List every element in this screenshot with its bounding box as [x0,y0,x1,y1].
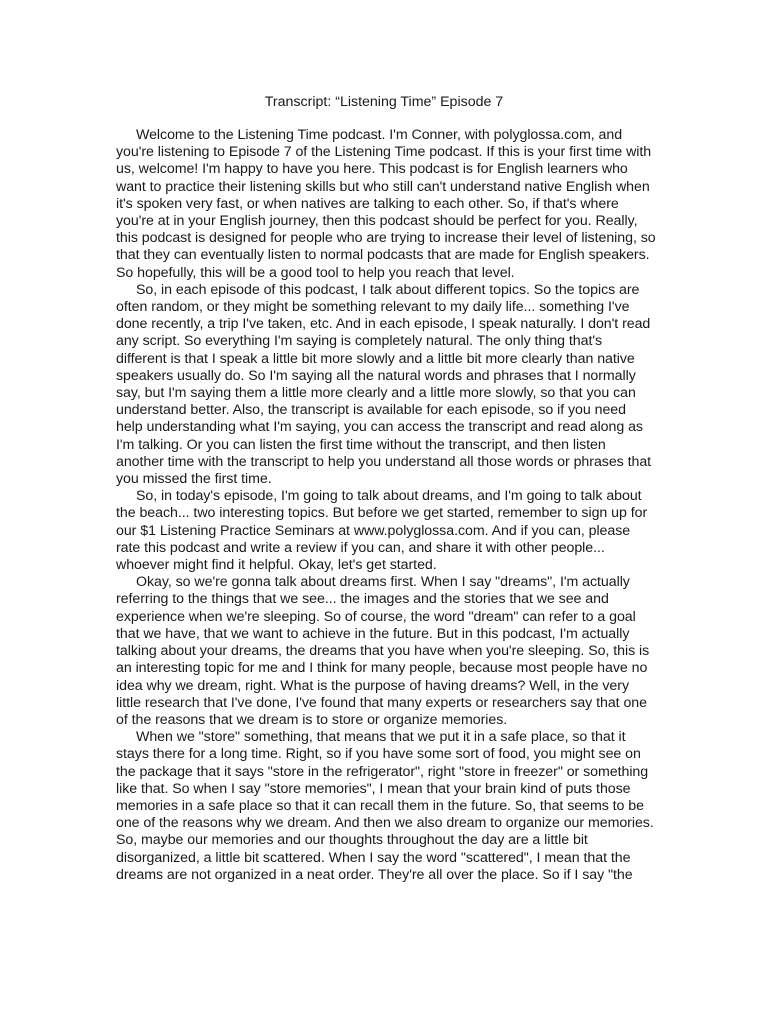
paragraph-1: Welcome to the Listening Time podcast. I'm Conner, with polyglossa.com, and you're listening to Episode 7 of the Listening Time podcast. If this is your first time with us, welcome! I'm happy to have you here. This podcast is for English learners who want to practice their listening skills but who still can't understand native English when it's spoken very fast, or when natives are talking to each other. So, if that's where you're at in your English journey, then this podcast should be perfect for you. Really, this podcast is designed for people who are trying to increase their level of listening, so that they can eventually listen to normal podcasts that are made for English speakers. So hopefully, this will be a good tool to help you reach that level. [116,127,656,281]
paragraph-4: Okay, so we're gonna talk about dreams first. When I say "dreams", I'm actually referring to the things that we see... the images and the stories that we see and experience when we're sleeping. So of course, the word "dream" can refer to a goal that we have, that we want to achieve in the future. But in this podcast, I'm actually talking about your dreams, the dreams that you have when you're sleeping. So, this is an interesting topic for me and I think for many people, because most people have no idea why we dream, right. What is the purpose of having dreams? Well, in the very little research that I've done, I've found that many experts or researchers say that one of the reasons that we dream is to store or organize memories. [116,574,650,728]
paragraph-2: So, in each episode of this podcast, I talk about different topics. So the topics are often random, or they might be something relevant to my daily life... something I've done recently, a trip I've taken, etc. And in each episode, I speak naturally. I don't read any script. So everything I'm saying is completely natural. The only thing that's different is that I speak a little bit more slowly and a little bit more clearly than native speakers usually do. So I'm saying all the natural words and phrases that I normally say, but I'm saying them a little more clearly and a little more slowly, so that you can understand better. Also, the transcript is available for each episode, so if you need help understanding what I'm saying, you can access the transcript and read along as I'm talking. Or you can listen the first time without the transcript, and then listen another time with the transcript to help you understand all those words or phrases that you missed the first time. [116,281,652,488]
paragraph-3: So, in today's episode, I'm going to talk about dreams, and I'm going to talk about the beach... two interesting topics. But before we get started, remember to sign up for our $1 Listening Practice Seminars at www.polyglossa.com. And if you can, please rate this podcast and write a review if you can, and share it with other people... whoever might find it helpful. Okay, let's get started. [116,488,648,574]
transcript-body [116,127,656,884]
document-title: Transcript: “Listening Time” Episode 7 [264,94,504,110]
paragraph-5: When we "store" something, that means that we put it in a safe place, so that it stays there for a long time. Right, so if you have some sort of food, you might see on the package that it says "store in the refrigerator", right "store in freezer" or something like that. So when I say "store memories", I mean that your brain kind of puts those memories in a safe place so that it can recall them in the future. So, that seems to be one of the reasons why we dream. And then we also dream to organize our memories. So, maybe our memories and our thoughts throughout the day are a little bit disorganized, a little bit scattered. When I say the word "scattered", I mean that the dreams are not organized in a neat order. They're all over the place. So if I say "the [116,729,654,883]
